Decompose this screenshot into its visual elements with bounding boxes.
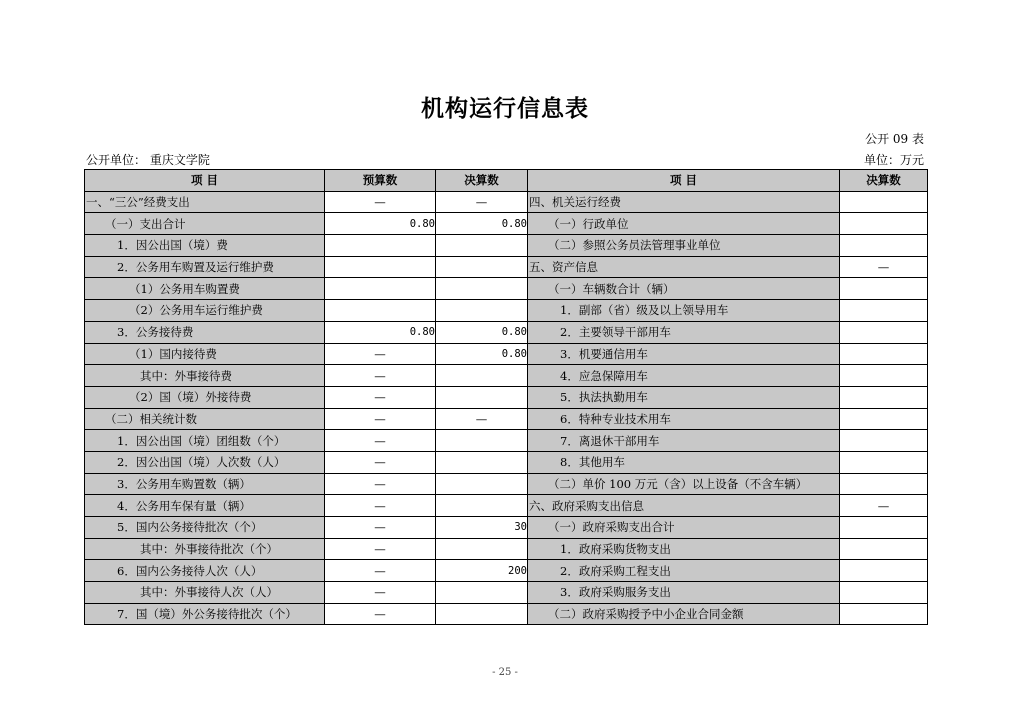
row-final-value (436, 538, 528, 560)
row-item-right: 六、政府采购支出信息 (528, 495, 840, 517)
row-item-left: （二）相关统计数 (85, 408, 325, 430)
row-final-value (436, 386, 528, 408)
row-budget-value (325, 235, 436, 257)
row-final-right-value (840, 278, 928, 300)
row-item-left: 3．公务用车购置数（辆） (85, 473, 325, 495)
row-item-right: （二）参照公务员法管理事业单位 (528, 235, 840, 257)
row-final-value: 0.80 (436, 321, 528, 343)
table-row (85, 538, 928, 560)
row-final-right-value: — (840, 495, 928, 517)
row-item-right: 五、资产信息 (528, 256, 840, 278)
table-row (85, 495, 928, 517)
row-budget-value: — (325, 517, 436, 539)
row-final-value: — (436, 408, 528, 430)
row-item-right: （二）单价 100 万元（含）以上设备（不含车辆） (528, 473, 840, 495)
row-item-left: 7．国（境）外公务接待批次（个） (85, 603, 325, 625)
row-item-right: 6．特种专业技术用车 (528, 408, 840, 430)
row-item-right: 3．政府采购服务支出 (528, 582, 840, 604)
row-budget-value: 0.80 (325, 213, 436, 235)
row-budget-value: 0.80 (325, 321, 436, 343)
row-final-right-value: — (840, 256, 928, 278)
row-final-right-value (840, 191, 928, 213)
row-item-right: （一）政府采购支出合计 (528, 517, 840, 539)
row-final-value (436, 278, 528, 300)
row-item-right: 1．政府采购货物支出 (528, 538, 840, 560)
row-budget-value: — (325, 560, 436, 582)
row-budget-value: — (325, 365, 436, 387)
row-final-right-value (840, 582, 928, 604)
table-row (85, 321, 928, 343)
table-row (85, 235, 928, 257)
row-item-right: 2．主要领导干部用车 (528, 321, 840, 343)
row-final-value (436, 495, 528, 517)
row-item-right: 四、机关运行经费 (528, 191, 840, 213)
table-row (85, 365, 928, 387)
row-item-left: 3．公务接待费 (85, 321, 325, 343)
row-item-left: 2．公务用车购置及运行维护费 (85, 256, 325, 278)
table-row (85, 278, 928, 300)
header-item-right: 项 目 (528, 170, 840, 192)
row-final-right-value (840, 300, 928, 322)
row-final-value (436, 451, 528, 473)
header-final-right: 决算数 (840, 170, 928, 192)
header-item-left: 项 目 (85, 170, 325, 192)
row-final-right-value (840, 538, 928, 560)
row-final-value (436, 365, 528, 387)
row-final-right-value (840, 517, 928, 539)
row-item-right: （二）政府采购授予中小企业合同金额 (528, 603, 840, 625)
row-budget-value (325, 278, 436, 300)
row-final-right-value (840, 343, 928, 365)
operation-info-table (84, 169, 928, 625)
row-final-right-value (840, 430, 928, 452)
row-item-right: 7．离退休干部用车 (528, 430, 840, 452)
row-item-left: 4．公务用车保有量（辆） (85, 495, 325, 517)
table-row (85, 386, 928, 408)
row-item-right: （一）车辆数合计（辆） (528, 278, 840, 300)
table-row (85, 517, 928, 539)
row-final-right-value (840, 365, 928, 387)
row-item-left: （1）国内接待费 (85, 343, 325, 365)
row-final-right-value (840, 603, 928, 625)
table-row (85, 603, 928, 625)
table-row (85, 300, 928, 322)
row-budget-value: — (325, 495, 436, 517)
row-budget-value: — (325, 386, 436, 408)
row-final-right-value (840, 560, 928, 582)
table-row (85, 560, 928, 582)
table-row (85, 213, 928, 235)
row-item-left: 其中：外事接待批次（个） (85, 538, 325, 560)
row-item-left: （2）公务用车运行维护费 (85, 300, 325, 322)
table-row (85, 430, 928, 452)
header-row (85, 170, 928, 192)
row-final-value (436, 582, 528, 604)
table-code: 公开 09 表 (865, 132, 924, 146)
row-final-right-value (840, 408, 928, 430)
table-row (85, 191, 928, 213)
row-final-value: 0.80 (436, 343, 528, 365)
table-title: 机构运行信息表 (421, 96, 589, 122)
header-budget: 预算数 (325, 170, 436, 192)
table-row (85, 473, 928, 495)
row-budget-value: — (325, 451, 436, 473)
row-budget-value: — (325, 408, 436, 430)
row-budget-value: — (325, 430, 436, 452)
row-final-right-value (840, 235, 928, 257)
row-budget-value (325, 256, 436, 278)
row-item-right: 5．执法执勤用车 (528, 386, 840, 408)
row-item-left: 6．国内公务接待人次（人） (85, 560, 325, 582)
row-final-value (436, 603, 528, 625)
row-final-value: 200 (436, 560, 528, 582)
row-item-left: 1．因公出国（境）费 (85, 235, 325, 257)
row-item-right: （一）行政单位 (528, 213, 840, 235)
table-row (85, 582, 928, 604)
row-budget-value: — (325, 538, 436, 560)
row-final-value (436, 430, 528, 452)
table-row (85, 408, 928, 430)
row-item-right: 1．副部（省）级及以上领导用车 (528, 300, 840, 322)
row-final-right-value (840, 213, 928, 235)
row-item-left: （1）公务用车购置费 (85, 278, 325, 300)
row-item-left: 其中：外事接待费 (85, 365, 325, 387)
row-item-left: （2）国（境）外接待费 (85, 386, 325, 408)
row-budget-value (325, 300, 436, 322)
row-final-right-value (840, 386, 928, 408)
row-item-left: 其中：外事接待人次（人） (85, 582, 325, 604)
table-row (85, 256, 928, 278)
row-item-left: 1．因公出国（境）团组数（个） (85, 430, 325, 452)
row-final-value: — (436, 191, 528, 213)
row-final-value (436, 256, 528, 278)
row-budget-value: — (325, 343, 436, 365)
row-item-left: （一）支出合计 (85, 213, 325, 235)
row-final-value: 0.80 (436, 213, 528, 235)
table-row (85, 343, 928, 365)
row-budget-value: — (325, 191, 436, 213)
table-row (85, 451, 928, 473)
row-budget-value: — (325, 473, 436, 495)
row-final-value (436, 473, 528, 495)
row-item-left: 5．国内公务接待批次（个） (85, 517, 325, 539)
row-item-left: 一、“三公”经费支出 (85, 191, 325, 213)
row-item-right: 4．应急保障用车 (528, 365, 840, 387)
row-item-right: 2．政府采购工程支出 (528, 560, 840, 582)
currency-unit: 单位：万元 (863, 153, 924, 167)
row-final-value (436, 235, 528, 257)
row-item-right: 8．其他用车 (528, 451, 840, 473)
page-number: - 25 - (492, 667, 518, 678)
row-item-right: 3．机要通信用车 (528, 343, 840, 365)
row-budget-value: — (325, 582, 436, 604)
row-budget-value: — (325, 603, 436, 625)
row-final-value: 30 (436, 517, 528, 539)
row-final-value (436, 300, 528, 322)
row-final-right-value (840, 451, 928, 473)
header-final-left: 决算数 (436, 170, 528, 192)
row-final-right-value (840, 321, 928, 343)
row-final-right-value (840, 473, 928, 495)
row-item-left: 2．因公出国（境）人次数（人） (85, 451, 325, 473)
reporting-unit: 公开单位： 重庆文学院 (86, 153, 210, 167)
